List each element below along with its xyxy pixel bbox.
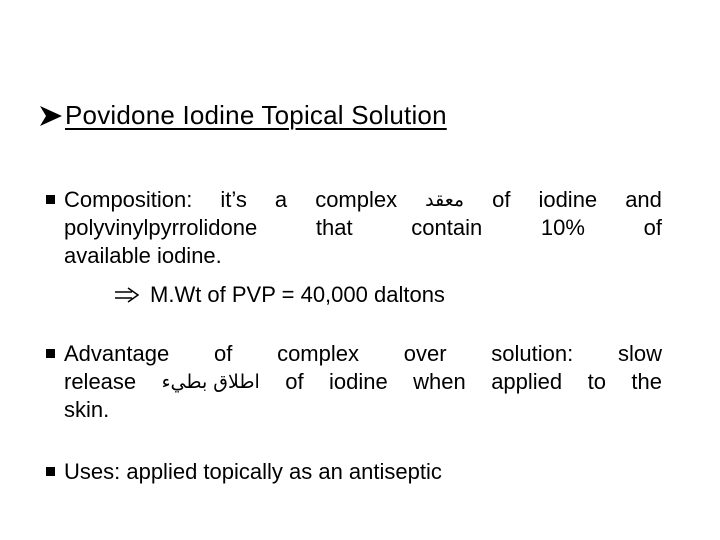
- arabic-term-complex: معقد: [425, 189, 465, 211]
- formula-text: M.Wt of PVP = 40,000 daltons: [150, 282, 445, 307]
- arabic-term-slow-release: اطلاق بطيء: [161, 371, 260, 393]
- implies-arrow-icon: [114, 287, 140, 303]
- square-bullet-icon: [46, 195, 55, 204]
- title-text: Povidone Iodine Topical Solution: [65, 100, 447, 130]
- uses-text: [64, 458, 662, 486]
- composition-line-2: polyvinylpyrrolidone that contain 10% of: [64, 215, 662, 240]
- composition-text: [64, 186, 662, 270]
- square-bullet-icon: [46, 349, 55, 358]
- advantage-text: [64, 340, 662, 424]
- composition-line-3: available iodine.: [64, 243, 222, 268]
- square-bullet-icon: [46, 467, 55, 476]
- composition-line-1: Composition: it’s a complex معقد of iodine and: [64, 187, 662, 212]
- slide-title: [34, 100, 447, 131]
- uses-line-1: Uses: applied topically as an antiseptic: [64, 459, 442, 484]
- molecular-weight-formula: [114, 282, 445, 308]
- arrowhead-bullet-icon: [34, 103, 64, 129]
- advantage-line-3: skin.: [64, 397, 110, 422]
- advantage-line-2: release اطلاق بطيء of iodine when applied to the: [64, 369, 662, 394]
- advantage-line-1: Advantage of complex over solution: slow: [64, 341, 662, 366]
